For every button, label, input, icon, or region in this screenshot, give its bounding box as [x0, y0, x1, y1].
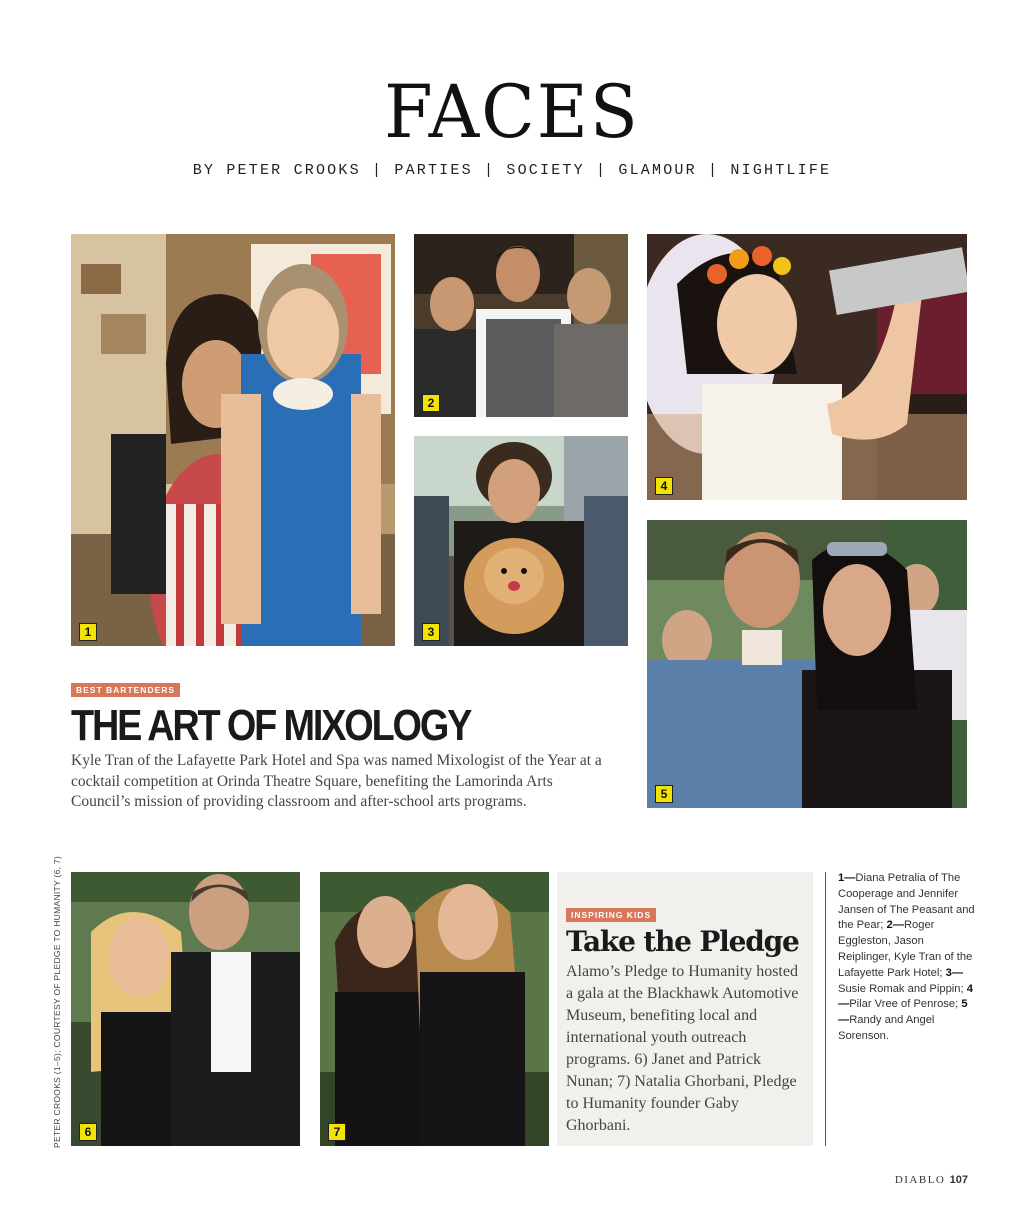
category-tag: INSPIRING KIDS [566, 908, 656, 922]
section-subnav: BY PETER CROOKS | PARTIES | SOCIETY | GLAMOUR | NIGHTLIFE [192, 162, 832, 179]
masthead-title: FACES [384, 68, 640, 156]
page-number: 107 [949, 1174, 968, 1186]
photo-6 [71, 872, 300, 1146]
page-folio [895, 1174, 968, 1186]
photo-credit: PETER CROOKS (1–5); COURTESY OF PLEDGE TO HUMANITY (6, 7) [52, 855, 62, 1148]
photo-number-badge: 5 [655, 785, 673, 803]
caption-text: Pilar Vree of Penrose; [849, 998, 962, 1011]
photo-3 [414, 436, 628, 646]
photo-number-badge: 4 [655, 477, 673, 495]
story2-tag [566, 905, 656, 923]
photo-1 [71, 234, 395, 646]
photo-number-badge: 3 [422, 623, 440, 641]
photo-5 [647, 520, 967, 808]
photo-number-badge: 7 [328, 1123, 346, 1141]
story2-headline: Take the Pledge [566, 925, 799, 958]
caption-number: 4— [838, 982, 973, 1011]
photo-4 [647, 234, 967, 500]
photo-number-badge: 2 [422, 394, 440, 412]
story2-body: Alamo’s Pledge to Humanity hosted a gala at the Blackhawk Automotive Museum, benefiting local and international youth outreach programs. 6) Janet and Patrick Nunan; 7) Natalia Ghorbani, Pledge to Humanity founder Gaby Ghorbani. [566, 963, 799, 1134]
photo-number-badge: 1 [79, 623, 97, 641]
caption-number: 2— [886, 919, 904, 932]
magazine-name: DIABLO [894, 1174, 946, 1186]
category-tag: BEST BARTENDERS [71, 683, 180, 697]
caption-number: 1— [838, 872, 856, 884]
caption-number: 3— [945, 966, 964, 979]
caption-text: Randy and Angel Sorenson. [838, 1014, 935, 1042]
caption-divider [825, 872, 826, 1146]
photo-captions [838, 871, 978, 1045]
caption-text: Susie Romak and Pippin; [838, 982, 967, 995]
story1-headline: THE ART OF MIXOLOGY [71, 701, 471, 750]
photo-number-badge: 6 [79, 1123, 97, 1141]
caption-text: Diana Petralia of The Cooperage and Jennifer Jansen of The Peasant and the Pear; [838, 872, 975, 932]
photo-7 [320, 872, 549, 1146]
photo-2 [414, 234, 628, 417]
caption-text: Roger Eggleston, Jason Reiplinger, Kyle Tran of the Lafayette Park Hotel; [838, 919, 973, 979]
caption-number: 5— [838, 998, 968, 1027]
story1-body: Kyle Tran of the Lafayette Park Hotel and Spa was named Mixologist of the Year at a cocktail competition at Orinda Theatre Square, benefiting the Lamorinda Arts Council’s mission of providing classroom and after-school arts programs. [71, 752, 602, 810]
story1-tag [71, 680, 180, 698]
